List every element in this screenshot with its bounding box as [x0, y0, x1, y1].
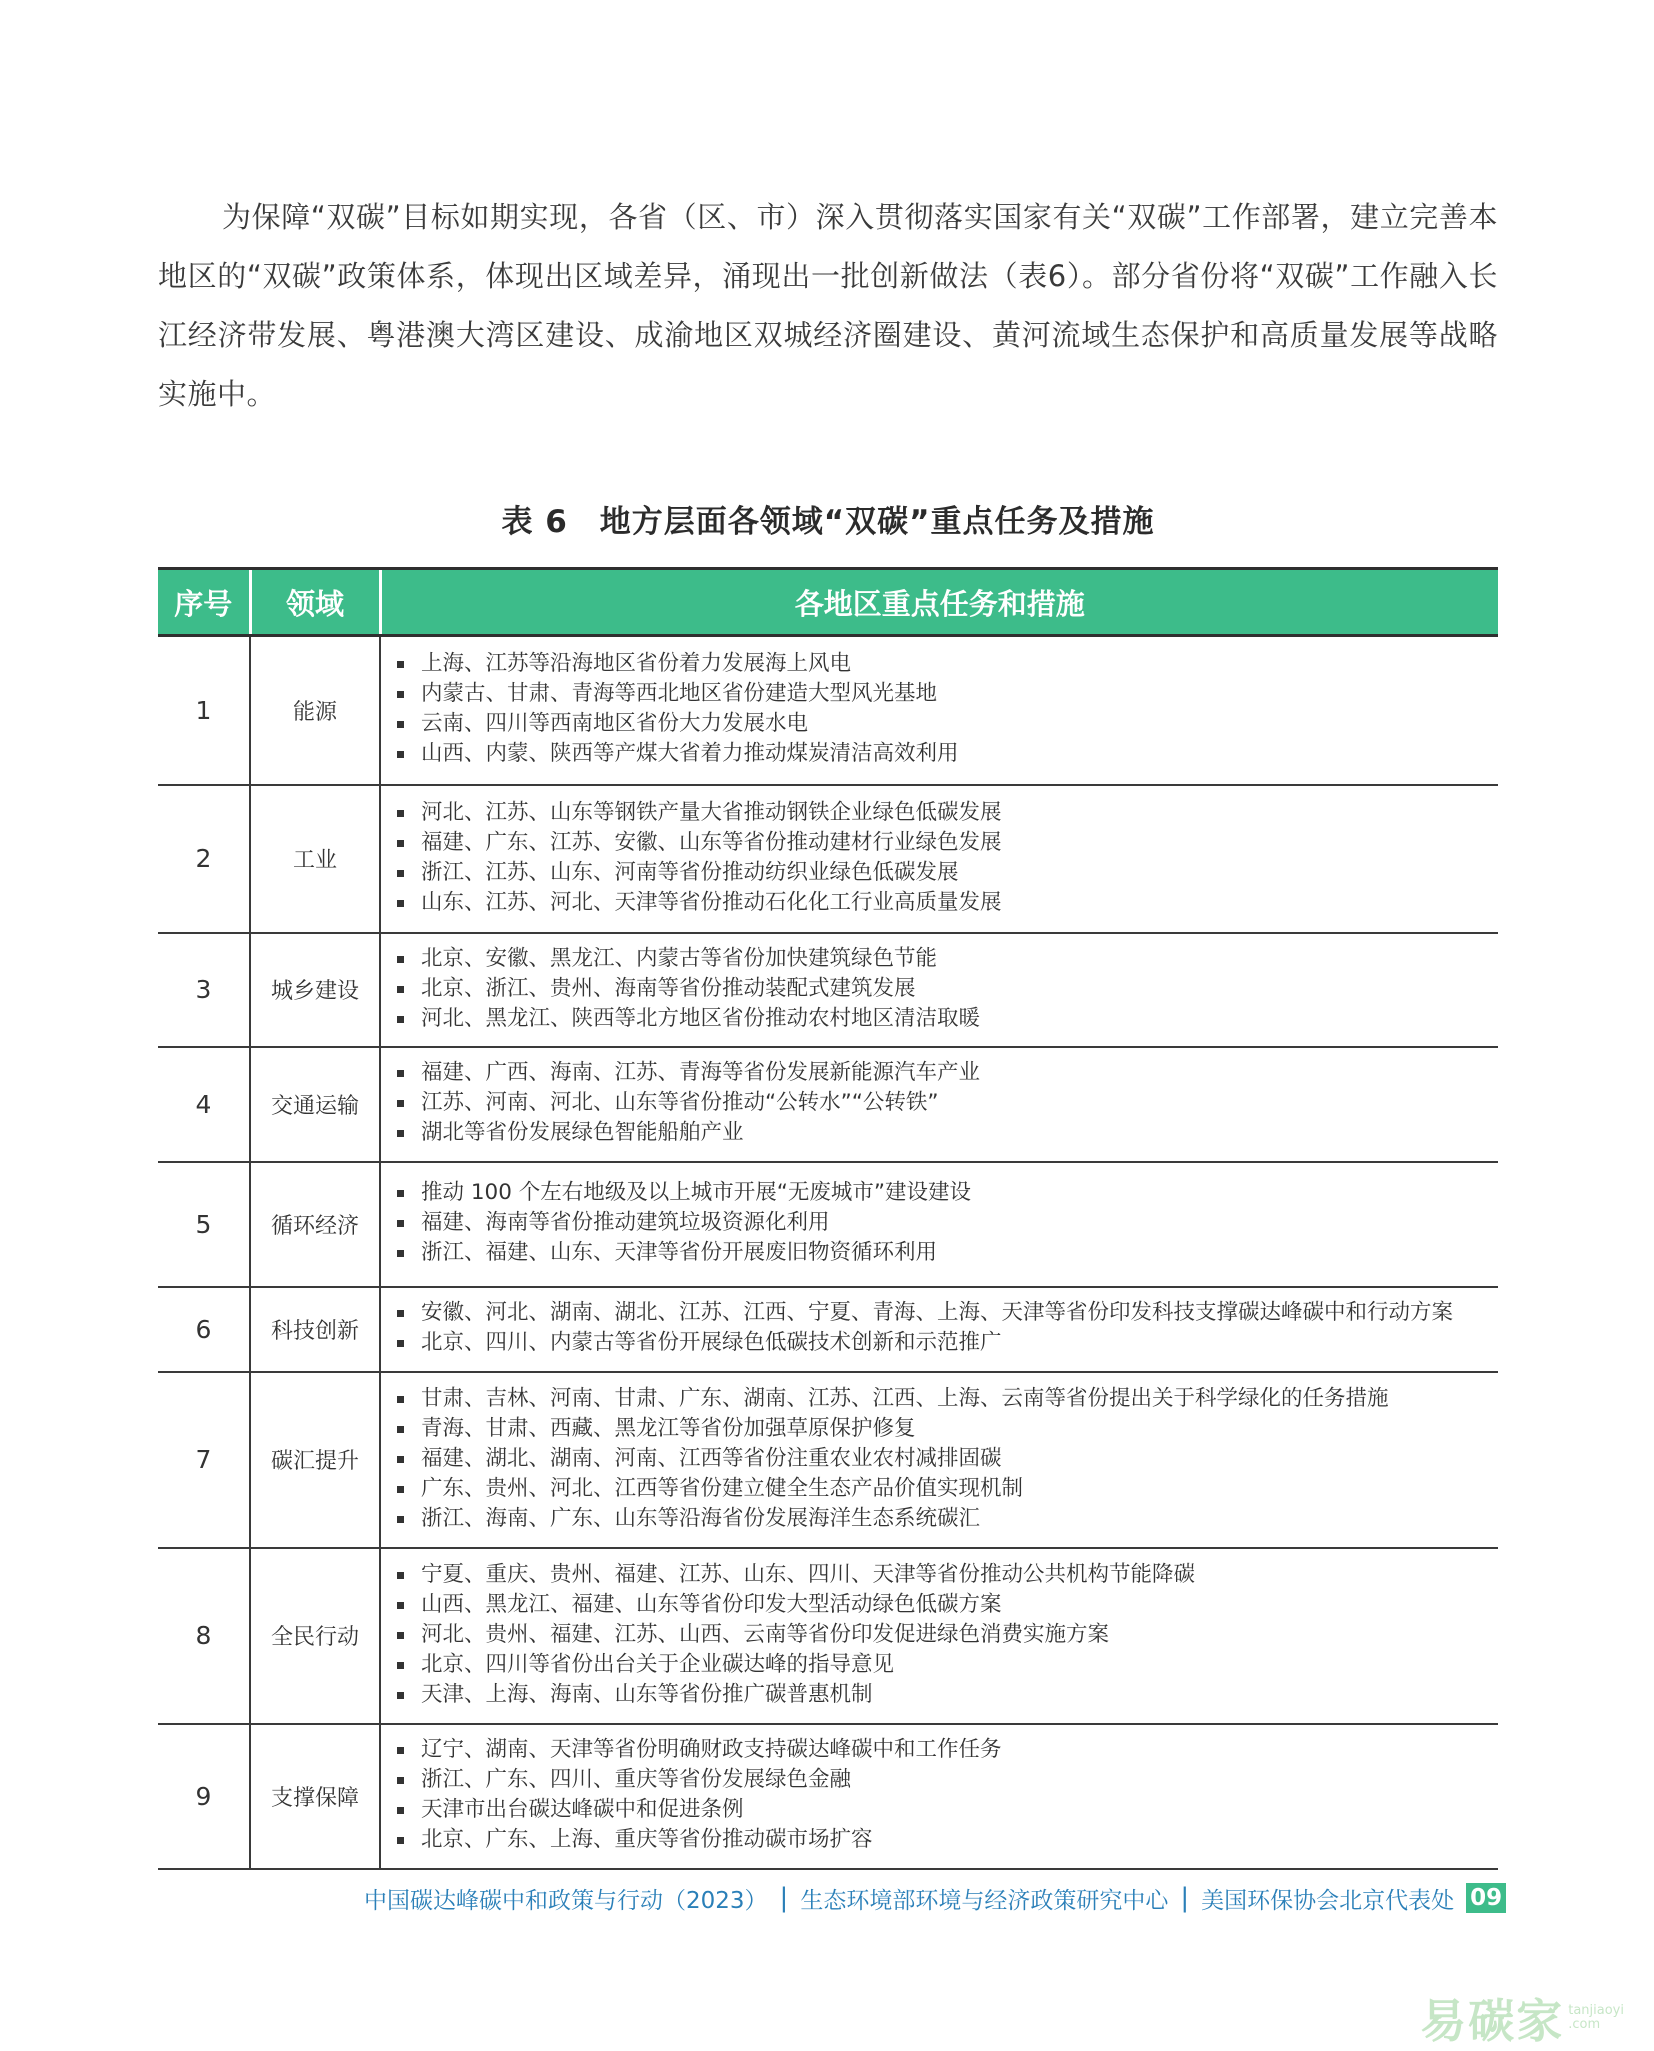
bullet-square-icon [397, 751, 404, 758]
list-item [421, 1208, 1498, 1238]
header-measures: 各地区重点任务和措施 [380, 569, 1498, 636]
bullet-square-icon [397, 870, 404, 877]
bullet-square-icon [397, 1807, 404, 1814]
list-item [421, 1735, 1498, 1765]
page-number: 09 [1466, 1883, 1506, 1913]
page-footer [364, 1880, 1506, 1916]
measures-list [381, 1384, 1498, 1534]
list-item-text: 北京、安徽、黑龙江、内蒙古等省份加快建筑绿色节能 [421, 945, 938, 971]
list-item-text: 河北、江苏、山东等钢铁产量大省推动钢铁企业绿色低碳发展 [421, 799, 1002, 825]
row-number: 6 [158, 1287, 250, 1372]
list-item [421, 1620, 1498, 1650]
footer-org-2: 美国环保协会北京代表处 [1201, 1887, 1455, 1914]
row-number: 8 [158, 1548, 250, 1724]
row-field: 全民行动 [250, 1548, 380, 1724]
bullet-square-icon [397, 1516, 404, 1523]
bullet-square-icon [397, 1632, 404, 1639]
list-item-text: 福建、海南等省份推动建筑垃圾资源化利用 [421, 1210, 830, 1235]
table-header-row [158, 569, 1498, 636]
row-number: 9 [158, 1724, 250, 1869]
list-item-text: 天津市出台碳达峰碳中和促进条例 [421, 1797, 744, 1822]
measures-list [381, 944, 1498, 1034]
measures-list [381, 1735, 1498, 1855]
list-item [421, 1590, 1498, 1620]
bullet-square-icon [397, 840, 404, 847]
bullet-square-icon [397, 1777, 404, 1784]
row-field: 循环经济 [250, 1162, 380, 1287]
bullet-square-icon [397, 1016, 404, 1023]
row-measures [380, 1162, 1498, 1287]
list-item-text: 推动 100 个左右地级及以上城市开展“无废城市”建设建设 [421, 1180, 971, 1205]
list-item-text: 上海、江苏等沿海地区省份着力发展海上风电 [421, 651, 852, 677]
measures-list [381, 1178, 1498, 1268]
watermark-text: 易碳家 [1420, 1994, 1565, 2048]
footer-org-1: 生态环境部环境与经济政策研究中心 [800, 1887, 1169, 1914]
row-number: 3 [158, 933, 250, 1047]
list-item-text: 辽宁、湖南、天津等省份明确财政支持碳达峰碳中和工作任务 [421, 1737, 1002, 1762]
list-item [421, 858, 1498, 888]
list-item [421, 1328, 1498, 1358]
list-item-text: 河北、黑龙江、陕西等北方地区省份推动农村地区清洁取暖 [421, 1005, 981, 1031]
list-item-text: 广东、贵州、河北、江西等省份建立健全生态产品价值实现机制 [421, 1475, 1024, 1501]
list-item-text: 福建、湖北、湖南、河南、江西等省份注重农业农村减排固碳 [421, 1445, 1002, 1471]
row-number: 5 [158, 1162, 250, 1287]
list-item-text: 安徽、河北、湖南、湖北、江苏、江西、宁夏、青海、上海、天津等省份印发科技支撑碳达峰碳中和行动方案 [421, 1300, 1454, 1325]
list-item [421, 974, 1498, 1004]
list-item-text: 山西、黑龙江、福建、山东等省份印发大型活动绿色低碳方案 [421, 1591, 1002, 1617]
bullet-square-icon [397, 1486, 404, 1493]
measures-list [381, 1298, 1498, 1358]
list-item-text: 山西、内蒙、陕西等产煤大省着力推动煤炭清洁高效利用 [421, 741, 959, 767]
bullet-square-icon [397, 1747, 404, 1754]
bullet-square-icon [397, 1340, 404, 1347]
table-row [158, 1047, 1498, 1162]
list-item [421, 1178, 1498, 1208]
row-number: 4 [158, 1047, 250, 1162]
table-title: 表 6 地方层面各领域“双碳”重点任务及措施 [501, 504, 1155, 540]
row-measures [380, 1548, 1498, 1724]
list-item [421, 944, 1498, 974]
bullet-square-icon [397, 1100, 404, 1107]
bullet-square-icon [397, 1190, 404, 1197]
list-item [421, 1088, 1498, 1118]
table-row [158, 1372, 1498, 1548]
table-row [158, 1548, 1498, 1724]
measures-table [158, 567, 1498, 1870]
bullet-square-icon [397, 1396, 404, 1403]
bullet-square-icon [397, 1426, 404, 1433]
list-item-text: 湖北等省份发展绿色智能船舶产业 [421, 1120, 744, 1145]
list-item [421, 888, 1498, 918]
footer-separator: | [1180, 1883, 1190, 1913]
header-field: 领域 [250, 569, 380, 636]
footer-separator: | [779, 1883, 789, 1913]
watermark-logo [1420, 1985, 1624, 2051]
intro-paragraph: 为保障“双碳”目标如期实现，各省（区、市）深入贯彻落实国家有关“双碳”工作部署，建立完善本地区的“双碳”政策体系，体现出区域差异，涌现出一批创新做法（表6）。部分省份将“双碳”工作融入长江经济带发展、粤港澳大湾区建设、成渝地区双城经济圈建设、黄河流域生态保护和高质量发展等战略实施中。 [158, 200, 1498, 411]
list-item-text: 北京、浙江、贵州、海南等省份推动装配式建筑发展 [421, 975, 916, 1001]
bullet-square-icon [397, 661, 404, 668]
bullet-square-icon [397, 1250, 404, 1257]
bullet-square-icon [397, 900, 404, 907]
bullet-square-icon [397, 1130, 404, 1137]
bullet-square-icon [397, 721, 404, 728]
list-item [421, 739, 1498, 769]
list-item [421, 1504, 1498, 1534]
list-item [421, 1474, 1498, 1504]
list-item [421, 828, 1498, 858]
list-item-text: 云南、四川等西南地区省份大力发展水电 [421, 711, 809, 737]
list-item-text: 河北、贵州、福建、江苏、山西、云南等省份印发促进绿色消费实施方案 [421, 1621, 1110, 1647]
row-measures [380, 933, 1498, 1047]
watermark-domain-line1: tanjiaoyi [1568, 2003, 1624, 2018]
list-item [421, 798, 1498, 828]
list-item-text: 江苏、河南、河北、山东等省份推动“公转水”“公转铁” [421, 1090, 939, 1115]
list-item [421, 1825, 1498, 1855]
bullet-square-icon [397, 1692, 404, 1699]
watermark-domain-line2: .com [1568, 2017, 1601, 2032]
footer-report-title: 中国碳达峰碳中和政策与行动（2023） [364, 1887, 768, 1914]
row-number: 2 [158, 785, 250, 933]
list-item [421, 679, 1498, 709]
table-row [158, 636, 1498, 785]
list-item-text: 内蒙古、甘肃、青海等西北地区省份建造大型风光基地 [421, 681, 938, 707]
list-item-text: 甘肃、吉林、河南、甘肃、广东、湖南、江苏、江西、上海、云南等省份提出关于科学绿化的任务措施 [421, 1385, 1389, 1411]
row-measures [380, 1372, 1498, 1548]
list-item [421, 1650, 1498, 1680]
list-item-text: 北京、广东、上海、重庆等省份推动碳市场扩容 [421, 1827, 873, 1852]
row-field: 碳汇提升 [250, 1372, 380, 1548]
list-item [421, 1560, 1498, 1590]
row-measures [380, 1047, 1498, 1162]
list-item [421, 1118, 1498, 1148]
table-row [158, 933, 1498, 1047]
row-field: 能源 [250, 636, 380, 785]
list-item-text: 天津、上海、海南、山东等省份推广碳普惠机制 [421, 1681, 873, 1707]
list-item-text: 北京、四川、内蒙古等省份开展绿色低碳技术创新和示范推广 [421, 1330, 1002, 1355]
row-measures [380, 1724, 1498, 1869]
list-item-text: 浙江、福建、山东、天津等省份开展废旧物资循环利用 [421, 1240, 938, 1265]
list-item-text: 福建、广西、海南、江苏、青海等省份发展新能源汽车产业 [421, 1060, 981, 1085]
list-item-text: 青海、甘肃、西藏、黑龙江等省份加强草原保护修复 [421, 1415, 916, 1441]
list-item [421, 1680, 1498, 1710]
list-item [421, 1238, 1498, 1268]
list-item-text: 浙江、海南、广东、山东等沿海省份发展海洋生态系统碳汇 [421, 1505, 981, 1531]
row-field: 支撑保障 [250, 1724, 380, 1869]
bullet-square-icon [397, 1662, 404, 1669]
measures-list [381, 798, 1498, 918]
list-item [421, 1765, 1498, 1795]
list-item [421, 1414, 1498, 1444]
row-number: 1 [158, 636, 250, 785]
row-measures [380, 1287, 1498, 1372]
list-item [421, 1004, 1498, 1034]
list-item-text: 浙江、江苏、山东、河南等省份推动纺织业绿色低碳发展 [421, 859, 959, 885]
table-row [158, 1162, 1498, 1287]
row-field: 工业 [250, 785, 380, 933]
list-item-text: 宁夏、重庆、贵州、福建、江苏、山东、四川、天津等省份推动公共机构节能降碳 [421, 1561, 1196, 1587]
bullet-square-icon [397, 810, 404, 817]
row-field: 交通运输 [250, 1047, 380, 1162]
list-item-text: 北京、四川等省份出台关于企业碳达峰的指导意见 [421, 1651, 895, 1677]
list-item-text: 福建、广东、江苏、安徽、山东等省份推动建材行业绿色发展 [421, 829, 1002, 855]
bullet-square-icon [397, 1572, 404, 1579]
measures-list [381, 649, 1498, 769]
bullet-square-icon [397, 1220, 404, 1227]
bullet-square-icon [397, 1602, 404, 1609]
row-field: 城乡建设 [250, 933, 380, 1047]
table-row [158, 1287, 1498, 1372]
list-item-text: 浙江、广东、四川、重庆等省份发展绿色金融 [421, 1767, 852, 1792]
table-row [158, 785, 1498, 933]
list-item [421, 1298, 1498, 1328]
bullet-square-icon [397, 1070, 404, 1077]
list-item [421, 709, 1498, 739]
row-measures [380, 636, 1498, 785]
bullet-square-icon [397, 986, 404, 993]
measures-list [381, 1058, 1498, 1148]
list-item [421, 1444, 1498, 1474]
header-number: 序号 [158, 569, 250, 636]
bullet-square-icon [397, 1310, 404, 1317]
bullet-square-icon [397, 691, 404, 698]
watermark-domain [1568, 2004, 1624, 2032]
bullet-square-icon [397, 1456, 404, 1463]
list-item-text: 山东、江苏、河北、天津等省份推动石化化工行业高质量发展 [421, 889, 1002, 915]
bullet-square-icon [397, 956, 404, 963]
row-number: 7 [158, 1372, 250, 1548]
list-item [421, 1795, 1498, 1825]
table-row [158, 1724, 1498, 1869]
row-field: 科技创新 [250, 1287, 380, 1372]
measures-list [381, 1560, 1498, 1710]
list-item [421, 649, 1498, 679]
list-item [421, 1058, 1498, 1088]
list-item [421, 1384, 1498, 1414]
bullet-square-icon [397, 1837, 404, 1844]
row-measures [380, 785, 1498, 933]
